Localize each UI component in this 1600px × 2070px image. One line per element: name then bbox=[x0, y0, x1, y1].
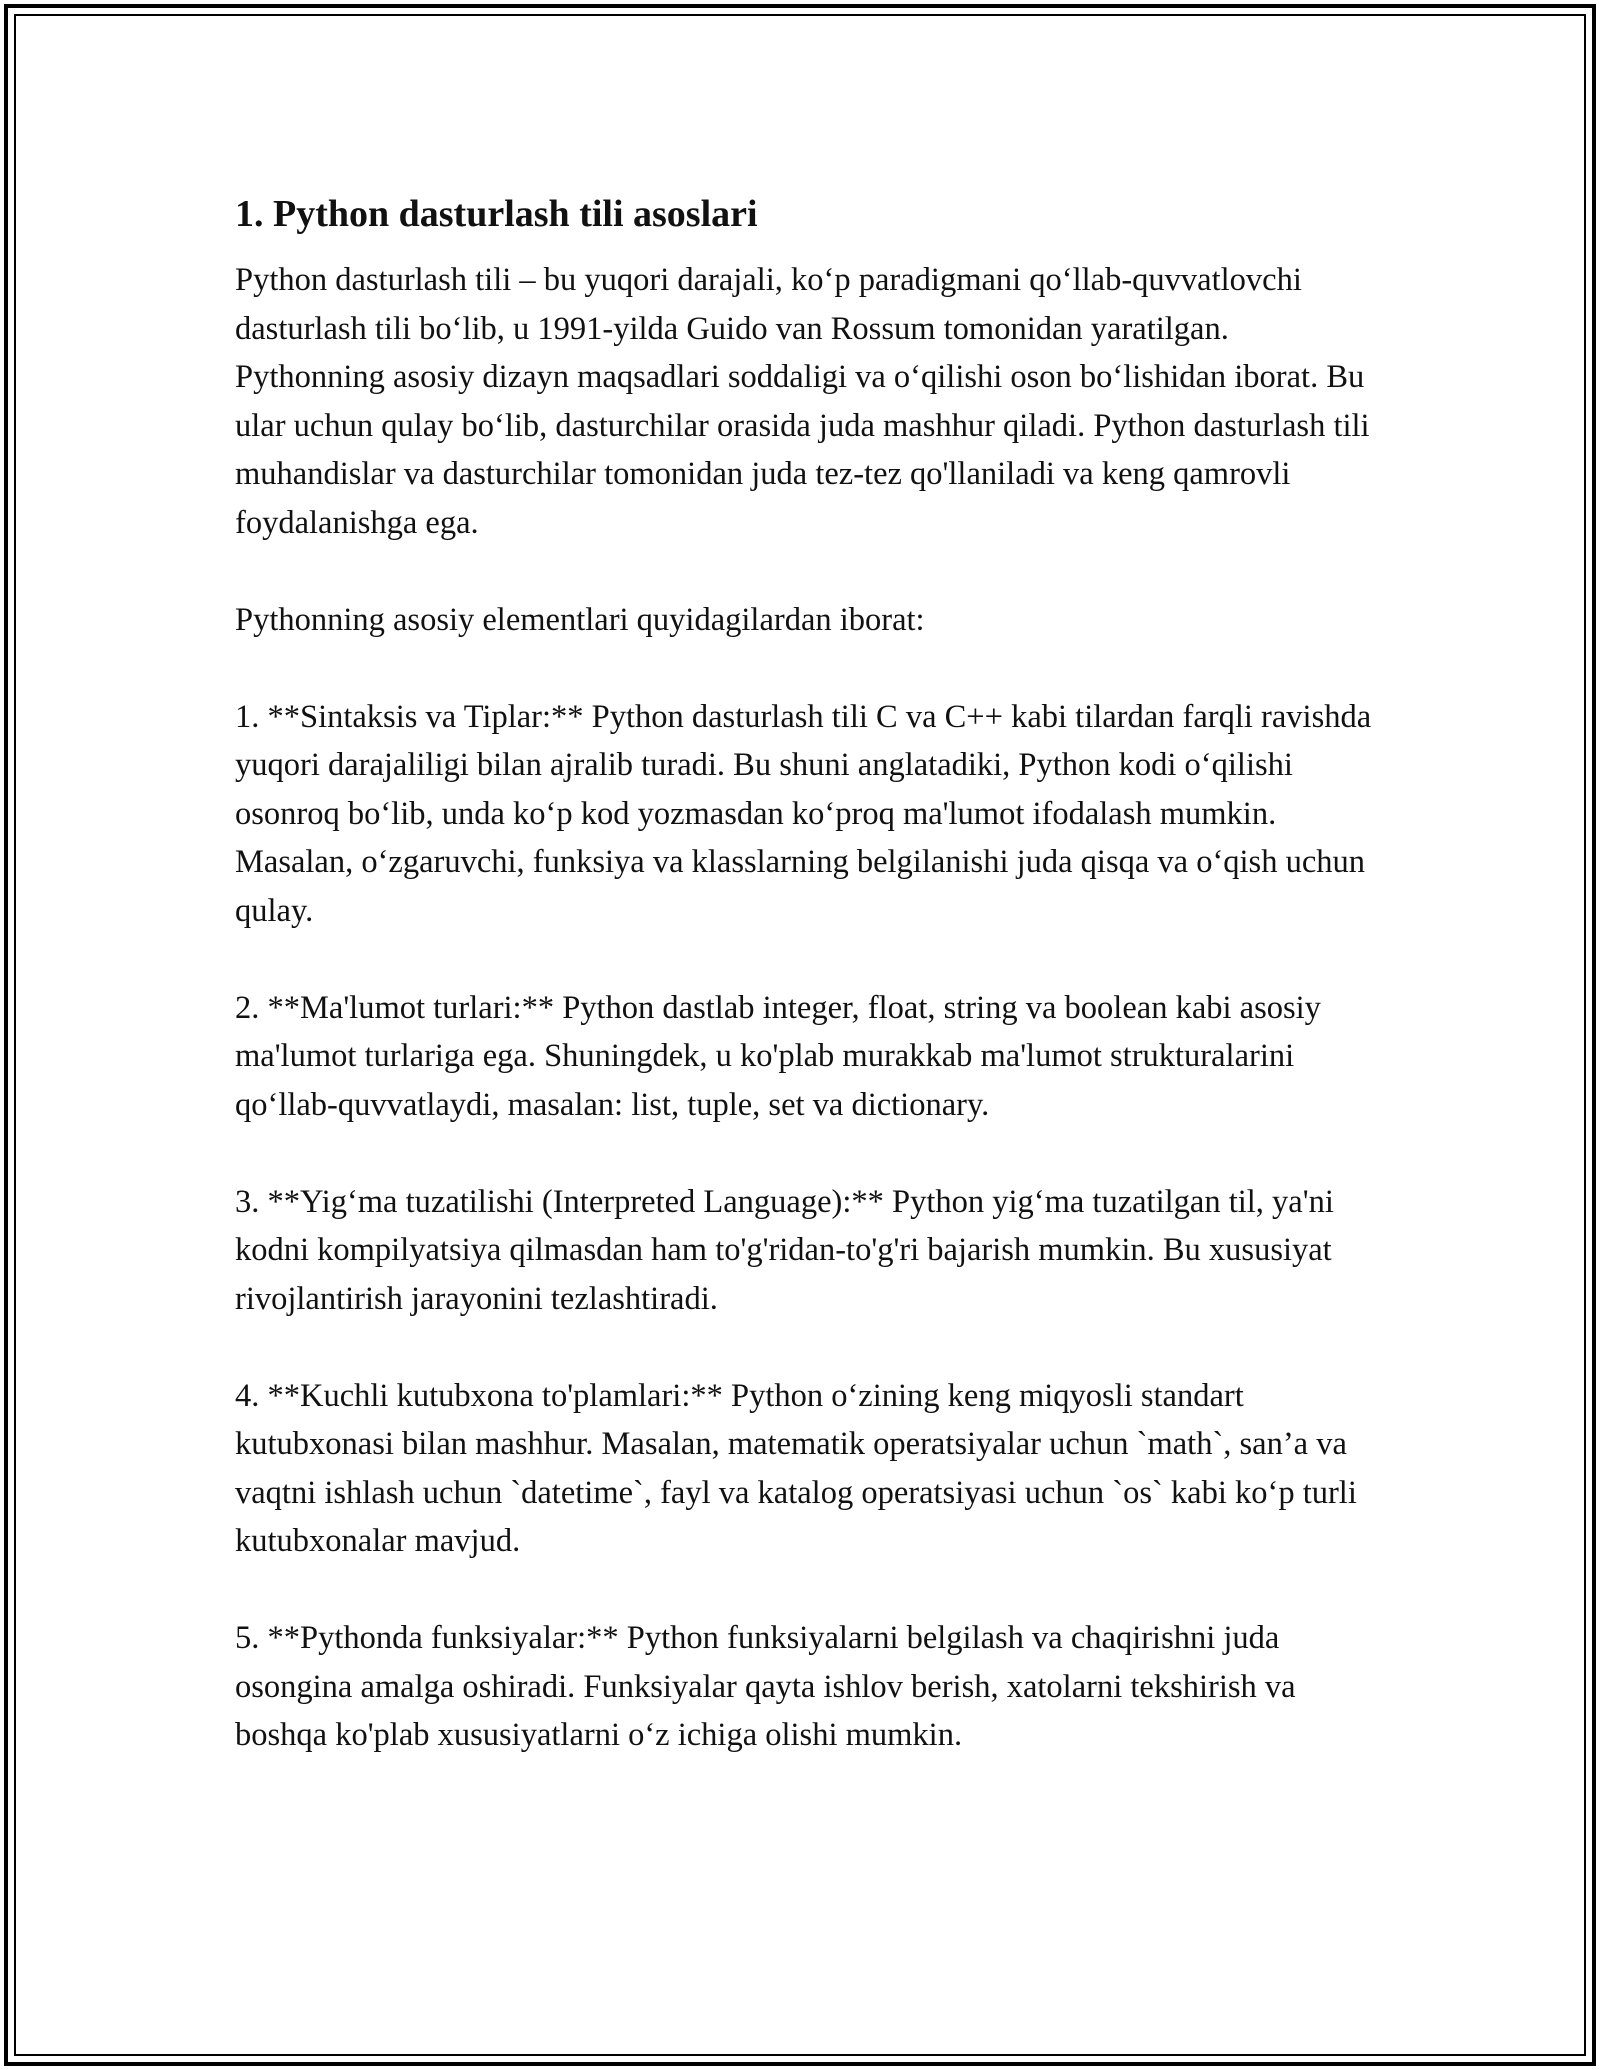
list-item-syntax: 1. **Sintaksis va Tiplar:** Python dasturlash tili C va C++ kabi tilardan farqli ravishda yuqori darajaliligi bilan ajralib turadi. Bu shuni anglatadiki, Python kodi oʻqilishi osonroq boʻlib, unda koʻp kod yozmasdan koʻproq ma'lumot ifodalash mumkin. Masalan, oʻzgaruvchi, funksiya va klasslarning belgilanishi juda qisqa va oʻqish uchun qulay. bbox=[235, 698, 1372, 929]
elements-intro-paragraph: Pythonning asosiy elementlari quyidagilardan iborat: bbox=[235, 601, 925, 638]
list-item-functions: 5. **Pythonda funksiyalar:** Python funksiyalarni belgilash va chaqirishni juda osongina amalga oshiradi. Funksiyalar qayta ishlov berish, xatolarni tekshirish va boshqa ko'plab xususiyatlarni oʻz ichiga olishi mumkin. bbox=[235, 1620, 1296, 1753]
list-item-libraries: 4. **Kuchli kutubxona to'plamlari:** Python oʻzining keng miqyosli standart kutubxonasi bilan mashhur. Masalan, matematik operatsiyalar uchun `math`, san’a va vaqtni ishlash uchun `datetime`, fayl va katalog operatsiyasi uchun `os` kabi koʻp turli kutubxonalar mavjud. bbox=[235, 1377, 1357, 1559]
document-body bbox=[235, 188, 1375, 1808]
list-item-interpreted: 3. **Yigʻma tuzatilishi (Interpreted Language):** Python yigʻma tuzatilgan til, ya'ni kodni kompilyatsiya qilmasdan ham to'g'ridan-to'g'ri bajarish mumkin. Bu xususiyat rivojlantirish jarayonini tezlashtiradi. bbox=[235, 1183, 1334, 1317]
list-item-data-types: 2. **Ma'lumot turlari:** Python dastlab integer, float, string va boolean kabi asosiy ma'lumot turlariga ega. Shuningdek, u ko'plab murakkab ma'lumot strukturalarini qoʻllab-quvvatlaydi, masalan: list, tuple, set va dictionary. bbox=[235, 989, 1321, 1123]
intro-paragraph: Python dasturlash tili – bu yuqori darajali, koʻp paradigmani qoʻllab-quvvatlovchi dasturlash tili boʻlib, u 1991-yilda Guido van Rossum tomonidan yaratilgan. Pythonning asosiy dizayn maqsadlari soddaligi va oʻqilishi oson boʻlishidan iborat. Bu ular uchun qulay boʻlib, dasturchilar orasida juda mashhur qiladi. Python dasturlash tili muhandislar va dasturchilar tomonidan juda tez-tez qo'llaniladi va keng qamrovli foydalanishga ega. bbox=[235, 262, 1370, 541]
page-title: 1. Python dasturlash tili asoslari bbox=[235, 193, 758, 235]
